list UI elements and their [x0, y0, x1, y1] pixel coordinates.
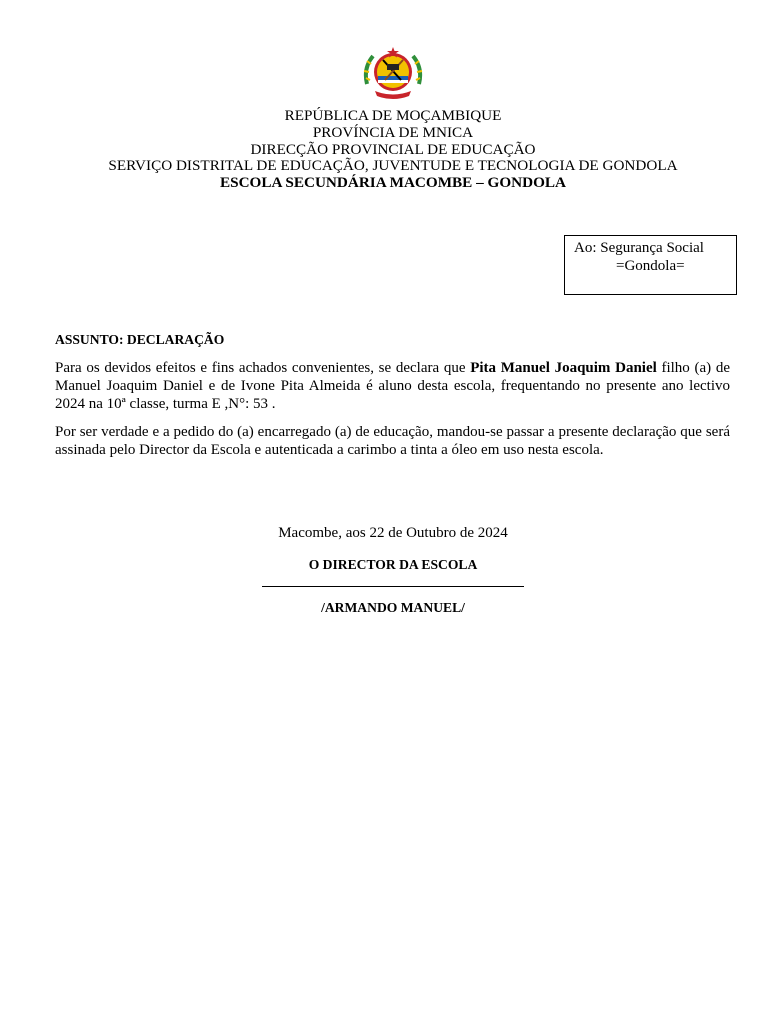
recipient-box [564, 235, 737, 295]
header-province: PROVÍNCIA DE MNICA [312, 123, 474, 141]
declaration-paragraph [55, 359, 730, 414]
signatory-title: O DIRECTOR DA ESCOLA [308, 557, 478, 572]
paragraph-text-start: Para os devidos efeitos e fins achados convenientes, se declara que [55, 360, 471, 376]
document-header [40, 108, 746, 192]
closing-paragraph: Por ser verdade e a pedido do (a) encarregado (a) de educação, mandou-se passar a presente declaração que será assinada pelo Director da Escola e autenticada a carimbo a tinta a óleo em uso nesta escola. [55, 424, 730, 459]
student-name: Pita Manuel Joaquim Daniel [470, 360, 657, 376]
header-country: REPÚBLICA DE MOÇAMBIQUE [284, 107, 502, 124]
recipient-line-2: =Gondola= [616, 258, 685, 274]
mozambique-coat-of-arms-icon [361, 44, 425, 100]
recipient-line-1: Ao: Segurança Social [574, 240, 704, 256]
paragraph-text-end: filho (a) de Manuel Joaquim Daniel e de Ivone Pita Almeida é aluno desta escola, frequentando no presente ano lectivo 2024 na 10ª classe, turma E ,N°: 53 . [55, 360, 730, 413]
subject-heading: ASSUNTO: DECLARAÇÃO [55, 332, 225, 347]
header-directorate: DIRECÇÃO PROVINCIAL DE EDUCAÇÃO [250, 140, 536, 158]
header-district-service: SERVIÇO DISTRITAL DE EDUCAÇÃO, JUVENTUDE E TECNOLOGIA DE GONDOLA [108, 157, 678, 175]
signatory-name: /ARMANDO MANUEL/ [321, 600, 465, 615]
header-school-name: ESCOLA SECUNDÁRIA MACOMBE – GONDOLA [220, 174, 566, 192]
place-and-date: Macombe, aos 22 de Outubro de 2024 [278, 525, 508, 541]
signature-line [262, 586, 524, 587]
